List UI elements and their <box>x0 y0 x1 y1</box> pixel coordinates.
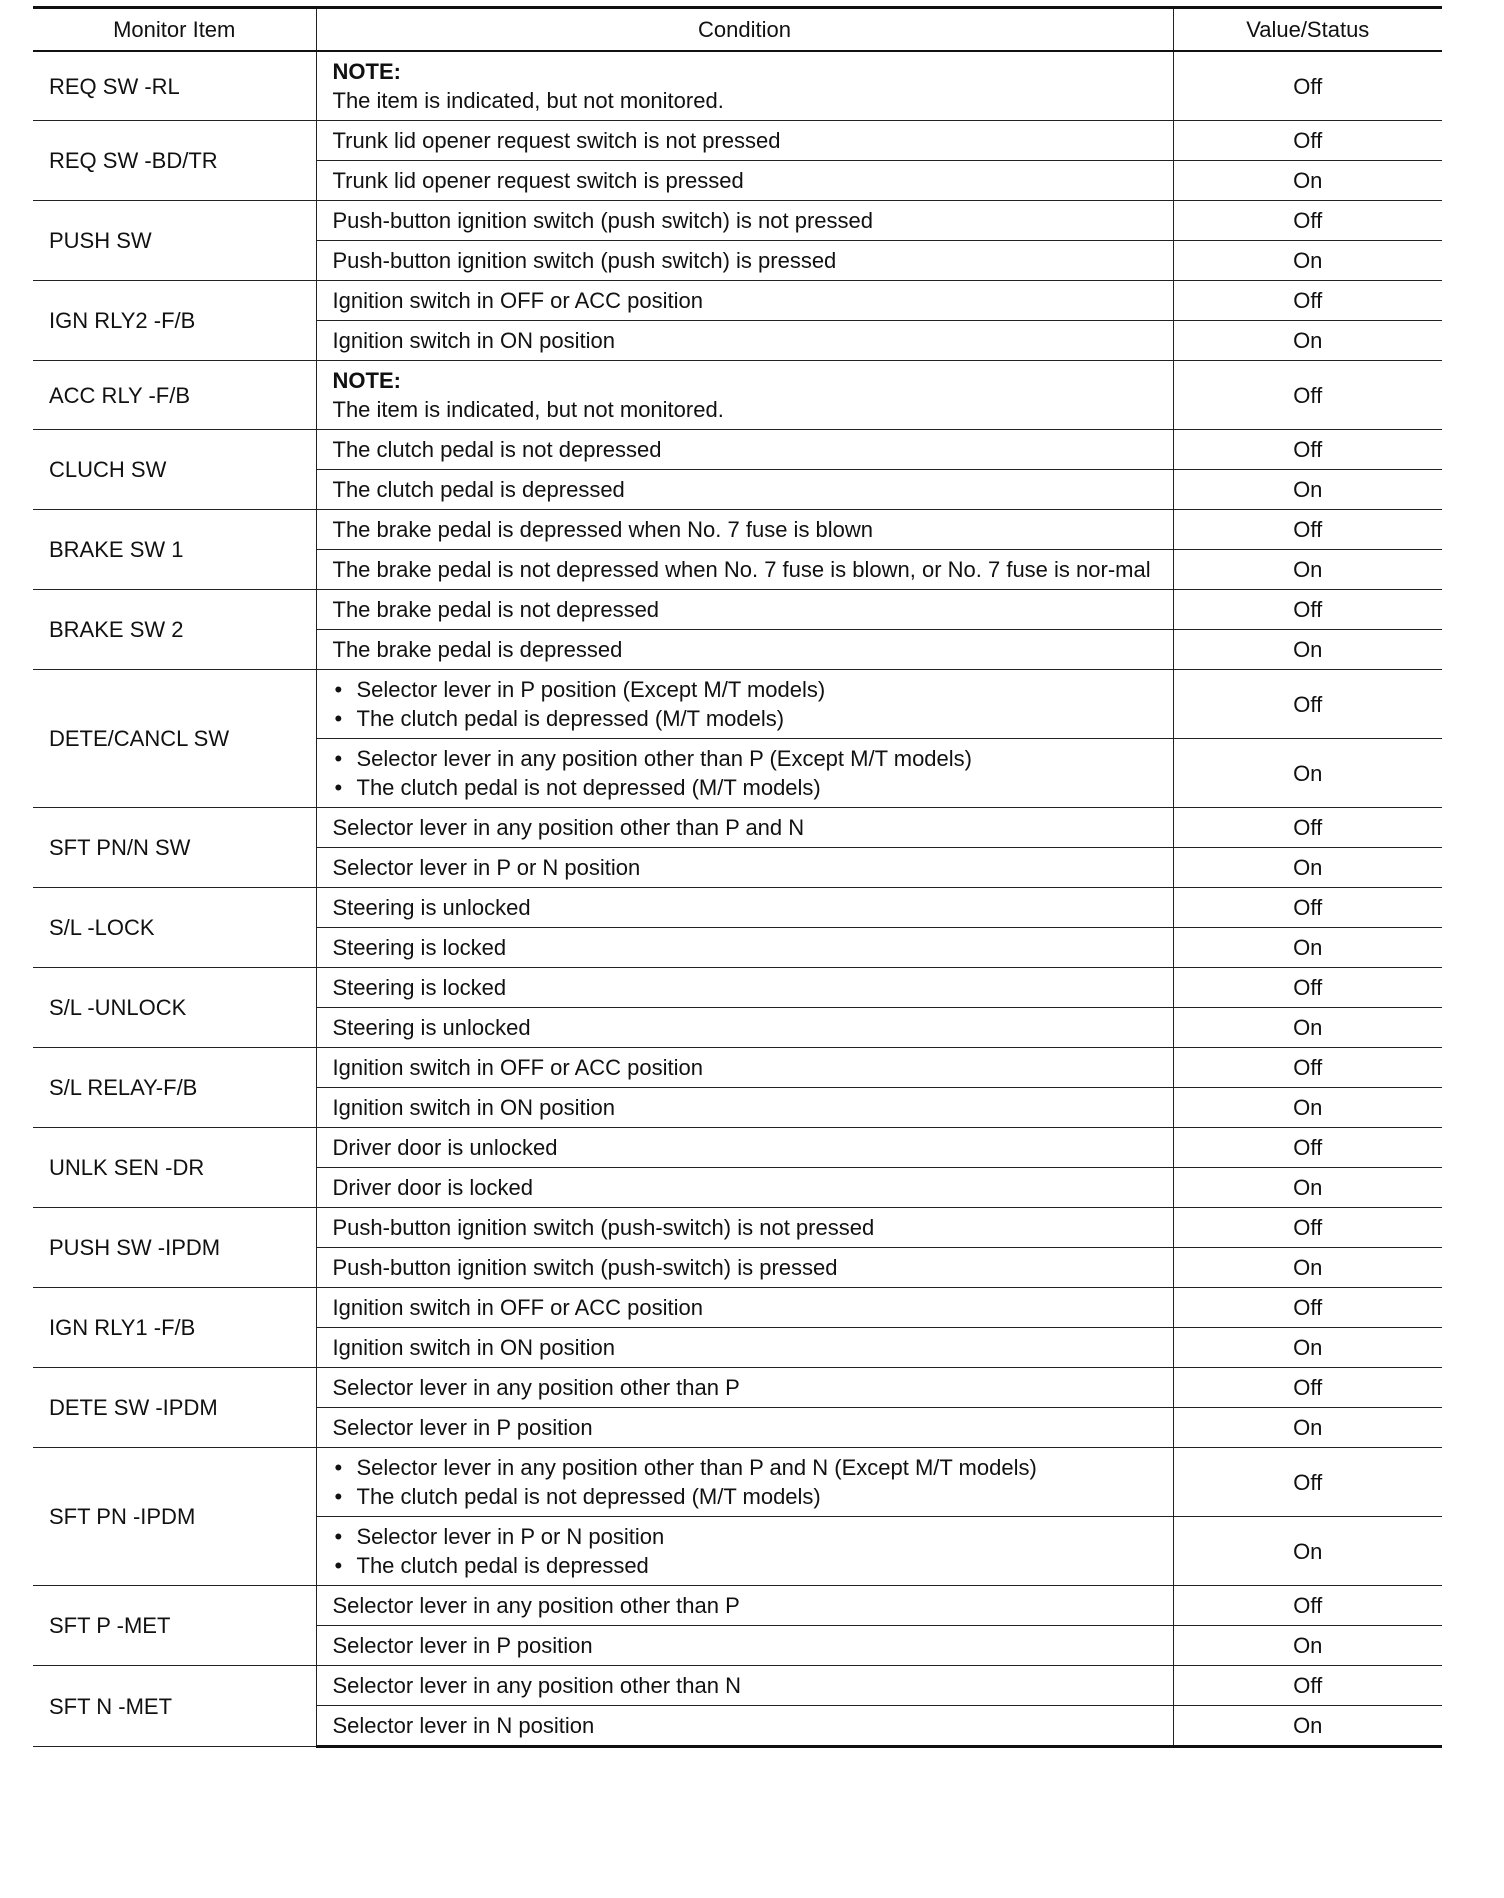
monitor-item-cell: REQ SW -RL <box>33 51 316 121</box>
table-row <box>33 1368 1442 1408</box>
condition-text: The clutch pedal is not depressed <box>332 437 662 462</box>
value-status-cell: Off <box>1173 1448 1442 1517</box>
condition-bullet-list <box>333 1522 1163 1580</box>
value-status-cell: Off <box>1173 670 1442 739</box>
condition-text: The brake pedal is not depressed when No. 7 fuse is blown, or No. 7 fuse is nor-mal <box>332 557 1151 582</box>
condition-bullet: • Selector lever in P position (Except M/T models) <box>333 675 1163 704</box>
condition-cell <box>316 281 1173 321</box>
condition-text: Selector lever in any position other than P <box>332 1593 740 1618</box>
condition-cell <box>316 670 1173 739</box>
table-row <box>33 1128 1442 1168</box>
value-status-cell: Off <box>1173 1586 1442 1626</box>
condition-text: The brake pedal is depressed <box>332 637 623 662</box>
table-body <box>33 51 1442 1747</box>
header-row <box>33 8 1442 52</box>
condition-cell <box>316 1208 1173 1248</box>
condition-bullet: • The clutch pedal is not depressed (M/T models) <box>333 773 1163 802</box>
condition-text: Driver door is locked <box>332 1175 534 1200</box>
table-row <box>33 281 1442 321</box>
value-status-cell: On <box>1173 1328 1442 1368</box>
value-status-cell: Off <box>1173 968 1442 1008</box>
condition-text: Ignition switch in OFF or ACC position <box>332 1295 703 1320</box>
condition-text: Steering is unlocked <box>332 1015 531 1040</box>
table-row <box>33 590 1442 630</box>
condition-text: The brake pedal is depressed when No. 7 fuse is blown <box>332 517 874 542</box>
value-status-cell: Off <box>1173 590 1442 630</box>
monitor-item-cell: CLUCH SW <box>33 430 316 510</box>
condition-text: Driver door is unlocked <box>332 1135 558 1160</box>
condition-cell <box>316 1008 1173 1048</box>
condition-text: Ignition switch in ON position <box>332 1095 615 1120</box>
condition-cell <box>316 808 1173 848</box>
condition-cell <box>316 848 1173 888</box>
note-label: NOTE: <box>332 368 401 393</box>
condition-text: Selector lever in N position <box>332 1713 595 1738</box>
condition-cell <box>316 1586 1173 1626</box>
monitor-item-cell: PUSH SW <box>33 201 316 281</box>
value-status-cell: On <box>1173 1168 1442 1208</box>
note-text: The item is indicated, but not monitored. <box>332 88 724 113</box>
value-status-cell: On <box>1173 241 1442 281</box>
monitor-item-cell: BRAKE SW 1 <box>33 510 316 590</box>
condition-cell <box>316 590 1173 630</box>
monitor-item-cell: S/L -UNLOCK <box>33 968 316 1048</box>
condition-cell <box>316 1368 1173 1408</box>
value-status-cell: On <box>1173 1517 1442 1586</box>
table-row <box>33 968 1442 1008</box>
condition-cell <box>316 321 1173 361</box>
condition-text: Selector lever in any position other than N <box>332 1673 741 1698</box>
monitor-item-cell: IGN RLY1 -F/B <box>33 1288 316 1368</box>
monitor-item-cell: SFT PN/N SW <box>33 808 316 888</box>
monitor-item-cell: SFT N -MET <box>33 1666 316 1747</box>
header-monitor-item: Monitor Item <box>33 8 316 52</box>
value-status-cell: Off <box>1173 51 1442 121</box>
condition-cell <box>316 1248 1173 1288</box>
header-value-status: Value/Status <box>1173 8 1442 52</box>
condition-text: Ignition switch in ON position <box>332 328 615 353</box>
monitor-item-cell: ACC RLY -F/B <box>33 361 316 430</box>
table-row <box>33 1288 1442 1328</box>
condition-text: Steering is unlocked <box>332 895 531 920</box>
table-row <box>33 1586 1442 1626</box>
monitor-item-cell: PUSH SW -IPDM <box>33 1208 316 1288</box>
condition-text: Trunk lid opener request switch is pressed <box>332 168 744 193</box>
value-status-cell: On <box>1173 470 1442 510</box>
value-status-cell: On <box>1173 848 1442 888</box>
condition-bullet-list <box>333 675 1163 733</box>
monitor-item-cell: S/L RELAY-F/B <box>33 1048 316 1128</box>
condition-text: Push-button ignition switch (push switch) is pressed <box>332 248 837 273</box>
condition-text: Selector lever in P position <box>332 1415 593 1440</box>
table-row <box>33 430 1442 470</box>
value-status-cell: On <box>1173 161 1442 201</box>
condition-text: Push-button ignition switch (push-switch) is pressed <box>332 1255 838 1280</box>
condition-text: Ignition switch in ON position <box>332 1335 615 1360</box>
condition-cell <box>316 1048 1173 1088</box>
condition-cell <box>316 121 1173 161</box>
condition-text: Push-button ignition switch (push switch) is not pressed <box>332 208 873 233</box>
value-status-cell: Off <box>1173 1368 1442 1408</box>
condition-cell <box>316 968 1173 1008</box>
value-status-cell: Off <box>1173 510 1442 550</box>
condition-cell <box>316 241 1173 281</box>
value-status-cell: Off <box>1173 361 1442 430</box>
monitor-item-cell: REQ SW -BD/TR <box>33 121 316 201</box>
table-row <box>33 888 1442 928</box>
value-status-cell: On <box>1173 1408 1442 1448</box>
condition-cell <box>316 1626 1173 1666</box>
table-row <box>33 361 1442 430</box>
condition-text: The brake pedal is not depressed <box>332 597 660 622</box>
condition-cell <box>316 1408 1173 1448</box>
condition-cell <box>316 1448 1173 1517</box>
table-row <box>33 121 1442 161</box>
note-label: NOTE: <box>332 59 401 84</box>
condition-text: Ignition switch in OFF or ACC position <box>332 1055 703 1080</box>
value-status-cell: On <box>1173 1008 1442 1048</box>
table-row <box>33 1448 1442 1517</box>
condition-cell <box>316 430 1173 470</box>
value-status-cell: On <box>1173 739 1442 808</box>
condition-text: Trunk lid opener request switch is not pressed <box>332 128 781 153</box>
value-status-cell: Off <box>1173 1208 1442 1248</box>
condition-bullet: • The clutch pedal is depressed <box>333 1551 1163 1580</box>
value-status-cell: Off <box>1173 808 1442 848</box>
condition-cell <box>316 928 1173 968</box>
condition-cell <box>316 1666 1173 1706</box>
condition-cell <box>316 1328 1173 1368</box>
condition-text: Selector lever in P position <box>332 1633 593 1658</box>
condition-bullet: • Selector lever in P or N position <box>333 1522 1163 1551</box>
value-status-cell: Off <box>1173 1048 1442 1088</box>
value-status-cell: Off <box>1173 1128 1442 1168</box>
table-row <box>33 51 1442 121</box>
value-status-cell: On <box>1173 550 1442 590</box>
condition-cell <box>316 510 1173 550</box>
condition-cell <box>316 1288 1173 1328</box>
condition-cell <box>316 630 1173 670</box>
value-status-cell: Off <box>1173 1666 1442 1706</box>
value-status-cell: On <box>1173 928 1442 968</box>
monitor-item-cell: DETE SW -IPDM <box>33 1368 316 1448</box>
condition-cell <box>316 1706 1173 1747</box>
table-row <box>33 1048 1442 1088</box>
condition-cell <box>316 550 1173 590</box>
condition-cell <box>316 1517 1173 1586</box>
value-status-cell: Off <box>1173 281 1442 321</box>
condition-text: Steering is locked <box>332 975 507 1000</box>
monitor-item-cell: SFT PN -IPDM <box>33 1448 316 1586</box>
value-status-cell: Off <box>1173 121 1442 161</box>
value-status-cell: Off <box>1173 888 1442 928</box>
value-status-cell: On <box>1173 1706 1442 1747</box>
value-status-cell: Off <box>1173 201 1442 241</box>
monitor-item-cell: DETE/CANCL SW <box>33 670 316 808</box>
condition-cell <box>316 361 1173 430</box>
monitor-item-cell: BRAKE SW 2 <box>33 590 316 670</box>
monitor-item-cell: S/L -LOCK <box>33 888 316 968</box>
condition-bullet: • Selector lever in any position other than P (Except M/T models) <box>333 744 1163 773</box>
monitor-item-cell: SFT P -MET <box>33 1586 316 1666</box>
condition-bullet: • The clutch pedal is not depressed (M/T models) <box>333 1482 1163 1511</box>
value-status-cell: On <box>1173 1088 1442 1128</box>
value-status-cell: Off <box>1173 1288 1442 1328</box>
monitor-item-table <box>33 6 1442 1748</box>
value-status-cell: On <box>1173 630 1442 670</box>
value-status-cell: On <box>1173 1626 1442 1666</box>
condition-text: Steering is locked <box>332 935 507 960</box>
condition-bullet: • Selector lever in any position other than P and N (Except M/T models) <box>333 1453 1163 1482</box>
header-condition: Condition <box>316 8 1173 52</box>
condition-cell <box>316 51 1173 121</box>
condition-text: Selector lever in any position other than P <box>332 1375 740 1400</box>
monitor-table-sheet <box>33 6 1442 1748</box>
condition-cell <box>316 1168 1173 1208</box>
condition-bullet: • The clutch pedal is depressed (M/T models) <box>333 704 1163 733</box>
table-row <box>33 808 1442 848</box>
condition-text: Selector lever in any position other than P and N <box>332 815 805 840</box>
note-text: The item is indicated, but not monitored. <box>332 397 724 422</box>
condition-cell <box>316 739 1173 808</box>
table-row <box>33 1208 1442 1248</box>
value-status-cell: Off <box>1173 430 1442 470</box>
table-row <box>33 201 1442 241</box>
table-row <box>33 1666 1442 1706</box>
condition-cell <box>316 1128 1173 1168</box>
condition-bullet-list <box>333 744 1163 802</box>
monitor-item-cell: UNLK SEN -DR <box>33 1128 316 1208</box>
condition-text: Push-button ignition switch (push-switch) is not pressed <box>332 1215 875 1240</box>
monitor-item-cell: IGN RLY2 -F/B <box>33 281 316 361</box>
condition-cell <box>316 161 1173 201</box>
table-row <box>33 510 1442 550</box>
condition-cell <box>316 201 1173 241</box>
condition-cell <box>316 1088 1173 1128</box>
value-status-cell: On <box>1173 1248 1442 1288</box>
table-row <box>33 670 1442 739</box>
condition-text: Selector lever in P or N position <box>332 855 641 880</box>
condition-cell <box>316 888 1173 928</box>
condition-text: Ignition switch in OFF or ACC position <box>332 288 703 313</box>
condition-cell <box>316 470 1173 510</box>
condition-text: The clutch pedal is depressed <box>332 477 625 502</box>
value-status-cell: On <box>1173 321 1442 361</box>
condition-bullet-list <box>333 1453 1163 1511</box>
